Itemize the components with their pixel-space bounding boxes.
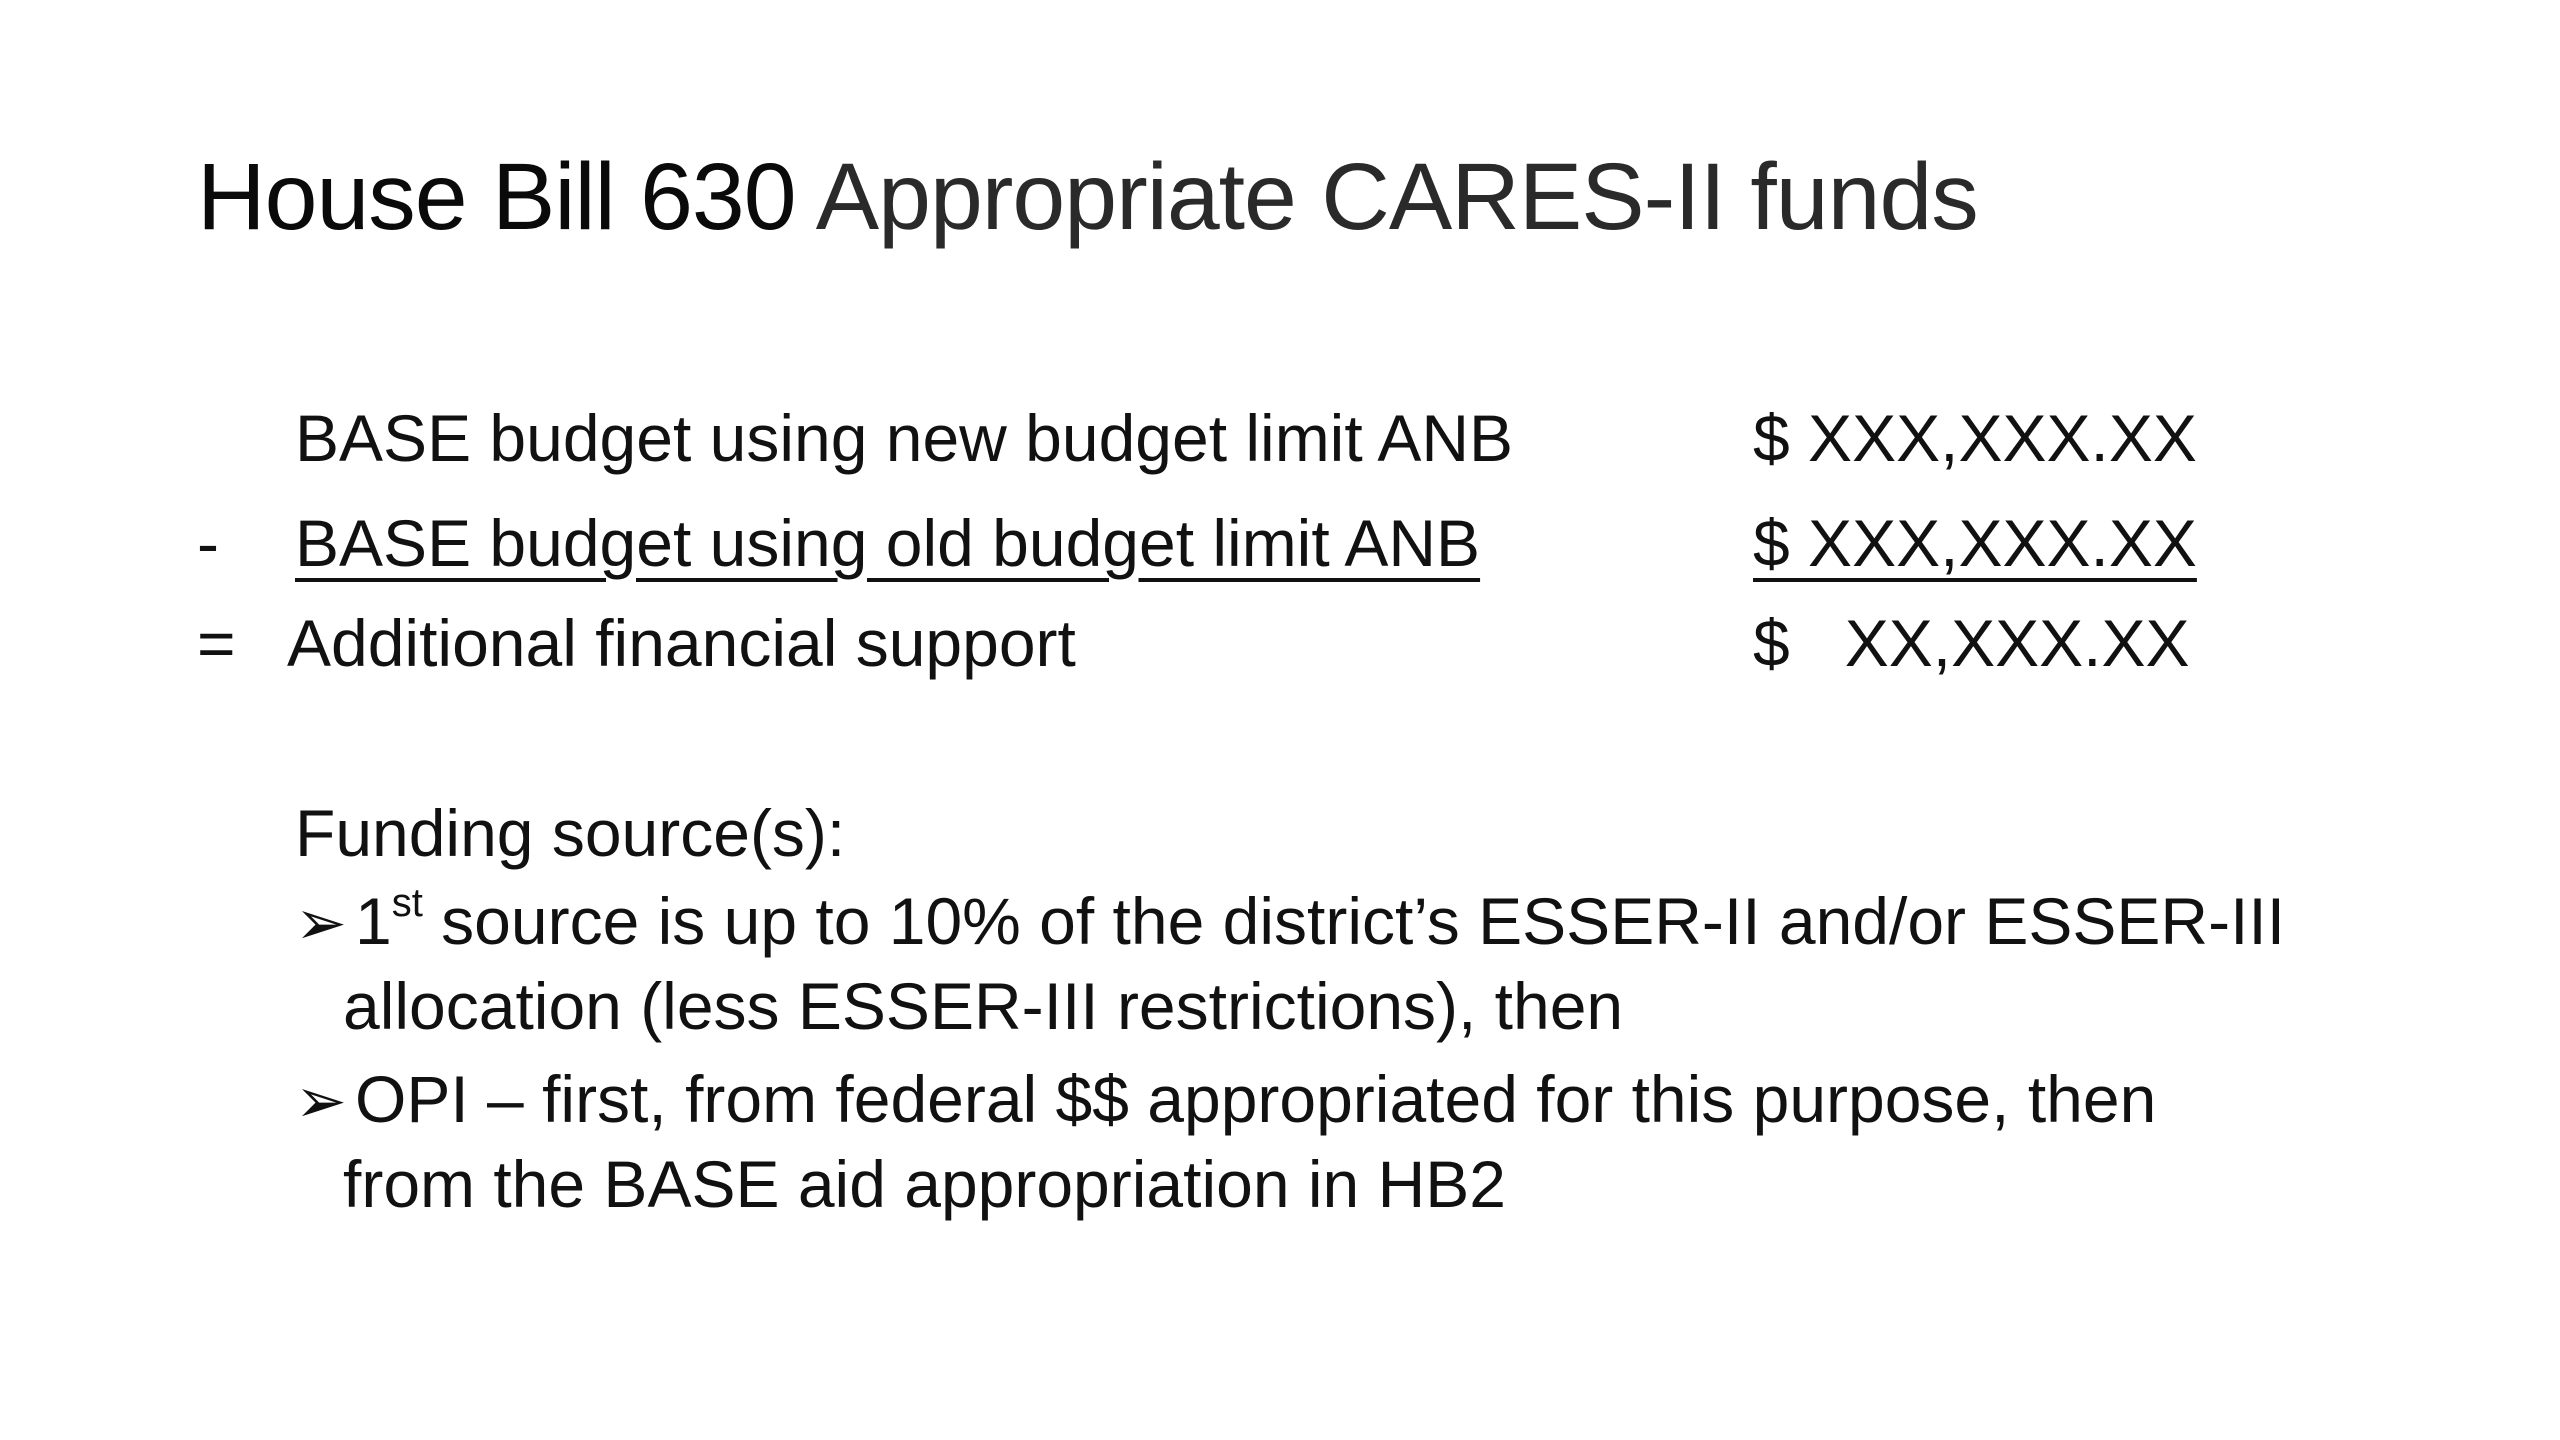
calc-label-additional-support: Additional financial support [287,606,1076,680]
slide-title [197,144,1978,250]
bullet-item-esser [295,880,2345,1047]
calc-label-old-budget: BASE budget using old budget limit ANB [295,506,1481,580]
title-subject: Appropriate CARES-II funds [815,144,1978,250]
bullet-text-line2: allocation (less ESSER-III restrictions), then [343,969,1624,1043]
funding-heading: Funding source(s): [295,796,846,870]
calc-amount-old-budget: $ XXX,XXX.XX [1753,506,2197,580]
equals-operator: = [197,606,236,680]
title-bill: House Bill 630 [197,144,796,250]
arrow-bullet-icon: ➢ [295,1067,347,1136]
calc-amount-new-budget: $ XXX,XXX.XX [1753,401,2197,475]
bullet-text-line2: from the BASE aid appropriation in HB2 [343,1147,1506,1221]
arrow-bullet-icon: ➢ [295,889,347,958]
bullet-ordinal-suffix: st [391,881,423,925]
calc-label-new-budget: BASE budget using new budget limit ANB [295,401,1514,475]
calc-line-additional-support [197,606,1076,680]
minus-operator: - [197,506,219,580]
calc-amount-additional-support: $ XX,XXX.XX [1753,606,2190,680]
bullet-number: 1 [355,884,392,958]
bullet-text-line1: OPI – first, from federal $$ appropriated for this purpose, then [355,1062,2157,1136]
bullet-text-line1: source is up to 10% of the district’s ESSER-II and/or ESSER-III [422,884,2286,958]
calc-line-new-budget [295,401,1514,475]
calc-line-old-budget [197,506,1481,580]
bullet-item-opi [295,1058,2345,1225]
